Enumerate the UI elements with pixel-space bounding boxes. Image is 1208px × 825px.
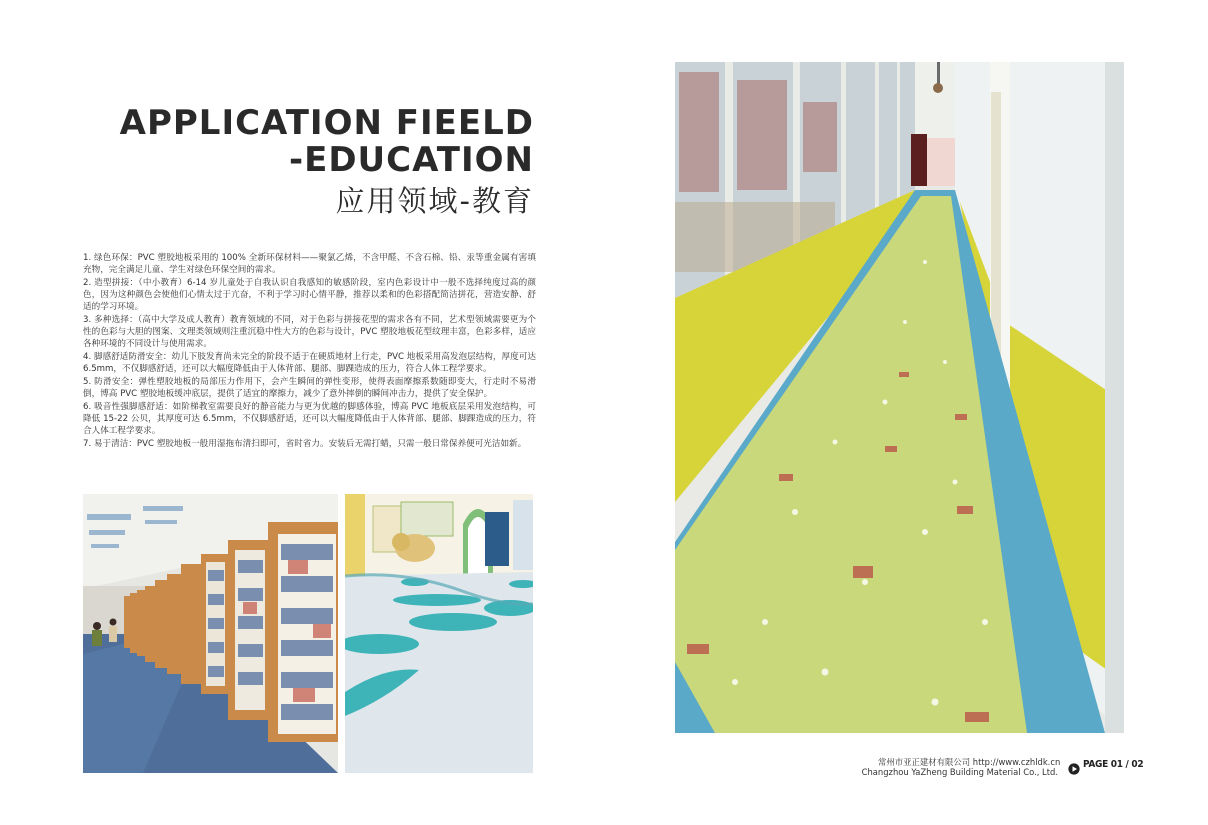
paragraph-3: 3. 多种选择：（高中大学及成人教育）教育领域的不同，对于色彩与拼接花型的需求各有不同，艺术型领域需要更为个性的色彩与大胆的图案、文理类领域则注重沉稳中性大方的色彩与设计，PVC 塑胶地板花型纹理丰富，色彩多样，适应各种环境的不同设计与使用需求。 bbox=[83, 315, 536, 350]
body-text bbox=[83, 252, 536, 451]
title-chinese: 应用领域-教育 bbox=[335, 184, 534, 218]
footer-company-en: Changzhou YaZheng Building Material Co., Ltd. bbox=[861, 767, 1058, 777]
title-line-1: APPLICATION FIEELD bbox=[119, 103, 534, 143]
paragraph-1: 1. 绿色环保：PVC 塑胶地板采用的 100% 全新环保材料——聚氯乙烯，不含甲醛、不含石棉、铅、汞等重金属有害填充物，完全满足儿童、学生对绿色环保空间的需求。 bbox=[83, 253, 536, 276]
corridor-photo bbox=[675, 62, 1124, 733]
paragraph-2: 2. 造型拼接：（中小教育）6-14 岁儿童处于自我认识自我感知的敏感阶段，室内色彩设计中一般不选择纯度过高的颜色，因为这种颜色会使他们心情太过于亢奋，不利于学习时心情平静，推荐以柔和的色彩搭配简洁拼花，营造安静、舒适的学习环境。 bbox=[83, 277, 536, 313]
paragraph-5: 5. 防滑安全：弹性塑胶地板的局部压力作用下，会产生瞬间的弹性变形，使得表面摩擦系数随即变大，行走时不易滑倒，博高 PVC 塑胶地板缓冲底层，提供了适宜的摩擦力，减少了意外摔倒的瞬间冲击力，提供了安全保护。 bbox=[83, 377, 536, 400]
paragraph-4: 4. 脚感舒适防滑安全：幼儿下肢发育尚未完全的阶段不适于在硬质地材上行走，PVC 地板采用高发泡层结构，厚度可达 6.5mm，不仅脚感舒适，还可以大幅度降低由于人体背部、腿部、脚踝造成的压力，符合人体工程学要求。 bbox=[83, 352, 536, 375]
paragraph-7: 7. 易于清洁：PVC 塑胶地板一般用湿拖布清扫即可，省时省力。安装后无需打蜡，只需一般日常保养便可光洁如新。 bbox=[83, 439, 527, 450]
play-arrow-icon bbox=[1068, 760, 1080, 772]
footer-company-cn: 常州市亚正建材有限公司 http://www.czhldk.cn bbox=[878, 757, 1061, 767]
title-line-2: -EDUCATION bbox=[289, 140, 534, 180]
paragraph-6: 6. 吸音性强脚感舒适：如阶梯教室需要良好的静音能力与更为优越的脚感体验，博高 PVC 地板底层采用发泡结构，可降低 15-22 公贝，其厚度可达 6.5mm，不仅脚感舒适，还可以大幅度降低由于人体背部、腿部、脚踝造成的压力，符合人体工程学要求。 bbox=[83, 401, 536, 437]
library-photo bbox=[83, 494, 338, 773]
page-number: PAGE 01 / 02 bbox=[1083, 759, 1144, 770]
kindergarten-photo bbox=[345, 494, 533, 773]
